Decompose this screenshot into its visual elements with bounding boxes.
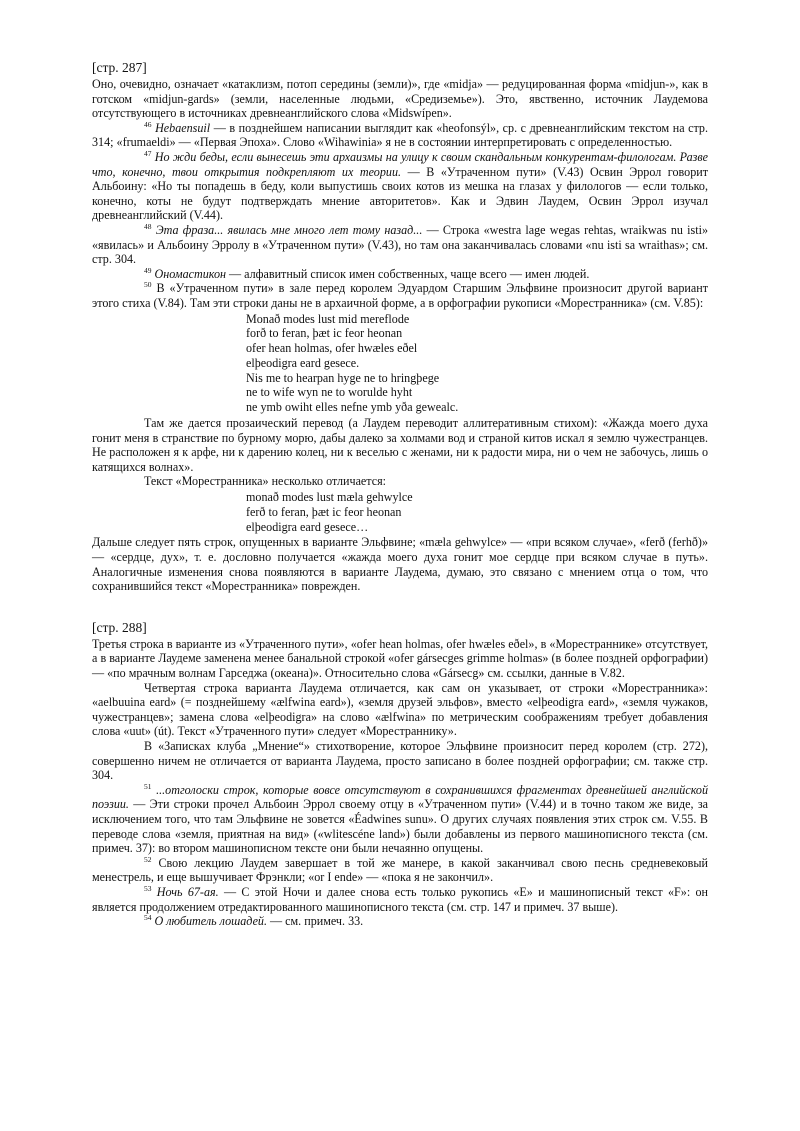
footnote-text: — В «Утраченном пути» (V.43) Освин Эррол говорит Альбоину: «Но ты попадешь в беду, коли выпустишь своих котов из мешка на глазах у филологов — если только, конечно, коты не будут подтверждать мнение авторитетов». Как и Эдвин Лаудем, Освин Эррол изучал древнеанглийский (V.44).	[92, 164, 708, 223]
verse-line: ne ymb owiht elles nefne ymb yða gewealc.	[246, 400, 459, 415]
footnote-number: 47	[144, 148, 152, 158]
footnote-term: Hebaensuil	[155, 120, 211, 135]
footnote-text: — см. примеч. 33.	[267, 914, 364, 929]
footnote-text: — в позднейшем написании выглядит как «heofonsýl», ср. с древнеанглийским текстом на стр. 314; «frumaeldi» — «Первая Эпоха». Слово «Wihawinia» я не в состоянии интерпретировать с определенностью.	[92, 120, 708, 150]
footnote-text: В «Утраченном пути» в зале перед королем Эдуардом Старшим Эльфвине произносит другой вариант этого стиха (V.84). Там эти строки даны не в архаичной форме, а в орфографии рукописи «Морестранника» (см. V.85):	[92, 281, 708, 310]
footnote-term: Но жди беды, если вынесешь эти архаизмы на улицу к своим скандальным конкурентам-филологам. Разве что, конечно, твои открытия подкрепляют их теории.	[92, 149, 708, 179]
paragraph-intro: Оно, очевидно, означает «катаклизм, потоп середины (земли)», где «midja» — редуцированная форма «midjun-», как в готском «midjun-gards» (земли, населенные людьми, «Средиземье»). Это, явственно, источник Лаудемова отсутствующего в источниках древнеанглийского слова «Midswípen».	[92, 77, 708, 121]
verse-line: ne to wife wyn ne to worulde hyht	[246, 385, 413, 400]
footnote-number: 53	[144, 883, 152, 893]
page-label-287: [стр. 287]	[92, 60, 147, 75]
footnote-text: — Строка «westra lage wegas rehtas, wraikwas nu isti» «явилась» и Альбоину Эрролу в «Утраченном пути» (V.43), но там она заканчивалась словами «nu isti sa wraithas»; см. стр. 304.	[92, 222, 708, 267]
footnote-text: — алфавитный список имен собственных, чаще всего — имен людей.	[226, 266, 590, 281]
footnote-46	[92, 121, 708, 150]
footnote-number: 46	[144, 119, 152, 129]
paragraph-third-line: Третья строка в варианте из «Утраченного пути», «ofer hean holmas, ofer hwæles eðel», в «Морестраннике» отсутствует, а в варианте Лаудеме заменена менее банальной строкой «ofer gársecges grimme holmas» (в более поздней орфографии) — «по мрачным волнам Гарседжа (океана)». Относительно слова «Gársecg» см. ссылки, данные в V.82.	[92, 636, 708, 680]
paragraph-prose-translation: Там же дается прозаический перевод (а Лаудем переводит аллитеративным стихом): «Жажда моего духа гонит меня в странствие по бурному морю, дабы далеко за холмами вод и страной китов искал я землю чужестранцев. Не расположен я к арфе, ни к дарению колец, ни к веселью с женами, ни к радости мира, ни о чем не забочусь, лишь о катящихся волнах».	[92, 416, 708, 474]
footnote-text: — Эти строки прочел Альбоин Эррол своему отцу в «Утраченном пути» (V.44) и в точно таком же виде, за исключением того, что там Эльфвине не зовется «Éadwines sunu». О других случаях появления этих строк см. V.55. В переводе слова «земля, приятная на вид» («wlitescéne land») были добавлены из первого машинописного текста (см. примеч. 37): во втором машинописном тексте они были нечаянно опущены.	[92, 797, 708, 856]
verse-line: Nis me to hearpan hyge ne to hringþege	[246, 370, 440, 385]
footnote-50	[92, 281, 708, 310]
paragraph-notion-club: В «Записках клуба „Мнение“» стихотворение, которое Эльфвине произносит перед королем (стр. 272), совершенно ничем не отличается от варианта Лаудема, просто записано в более поздней орфографии; см. также стр. 304.	[92, 738, 708, 783]
verse-line: elþeodigra eard gesece…	[246, 519, 369, 534]
paragraph-fourth-line: Четвертая строка варианта Лаудема отличается, как сам он указывает, от строки «Морестранника»: «aelbuuina eard» (= позднейшему «ælfwina eard»), «земля друзей эльфов», вместо «elþeodigra eard», «земля чужаков, чужестранцев»; замена слова «elþeodigra» на слово «ælfwina» по метрическим соображениям требует добавления слова «uut» (út). Текст «Утраченного пути» следует «Морестраннику».	[92, 680, 708, 739]
footnote-54	[92, 914, 708, 929]
footnote-number: 54	[144, 913, 152, 923]
verse-line: ofer hean holmas, ofer hwæles eðel	[246, 341, 418, 356]
paragraph-text-differs: Текст «Морестранника» несколько отличается:	[144, 474, 387, 489]
footnote-text: — С этой Ночи и далее снова есть только рукопись «E» и машинописный текст «F»: он является продолжением отредактированного машинописного текста (см. стр. 147 и примеч. 37 выше).	[92, 884, 708, 914]
verse-line: Monað modes lust mid mereflode	[246, 311, 410, 326]
footnote-49	[92, 267, 708, 282]
footnote-51	[92, 783, 708, 856]
footnote-47	[92, 150, 708, 223]
footnote-term: Ономастикон	[154, 266, 227, 281]
footnote-number: 49	[144, 265, 152, 275]
footnote-text: Свою лекцию Лаудем завершает в той же манере, в какой заканчивал свою песнь средневековый менестрель, и еще вышучивает Фрэнкли; «or I ende» — «пока я не закончил».	[92, 855, 708, 885]
footnote-term: Эта фраза... явилась мне много лет тому назад...	[155, 222, 423, 237]
footnote-52	[92, 856, 708, 885]
footnote-term: ...отголоски строк, которые вовсе отсутствуют в сохранившихся фрагментах древнейшей английской поэзии.	[92, 782, 708, 812]
footnote-number: 52	[144, 854, 152, 864]
footnote-term: Ночь 67-ая.	[156, 884, 219, 899]
section-spacer	[92, 594, 708, 608]
footnote-number: 50	[144, 280, 152, 290]
verse-block-2	[246, 490, 708, 534]
verse-line: forð to feran, þæt ic feor heonan	[246, 326, 403, 341]
footnote-number: 51	[144, 781, 152, 791]
verse-line: monað modes lust mæla gehwylce	[246, 490, 413, 505]
footnote-53	[92, 885, 708, 914]
verse-block-1	[246, 312, 708, 416]
footnote-number: 48	[144, 221, 152, 231]
footnote-48	[92, 223, 708, 267]
verse-line: ferð to feran, þæt ic feor heonan	[246, 504, 402, 519]
document-page	[92, 60, 708, 929]
page-label-288: [стр. 288]	[92, 619, 147, 635]
footnote-term: О любитель лошадей.	[154, 914, 268, 929]
paragraph-following-lines: Дальше следует пять строк, опущенных в варианте Эльфвине; «mæla gehwylce» — «при всяком случае», «ferð (ferhð)» — «сердце, дух», т. е. дословно получается «жажда моего духа гонит мое сердце при всяком случае в путь». Аналогичные изменения снова появляются в варианте Лаудема, думаю, это связано с мнением отца о том, что сохранившийся текст «Морестранника» поврежден.	[92, 535, 708, 594]
verse-line: elþeodigra eard gesece.	[246, 355, 360, 370]
